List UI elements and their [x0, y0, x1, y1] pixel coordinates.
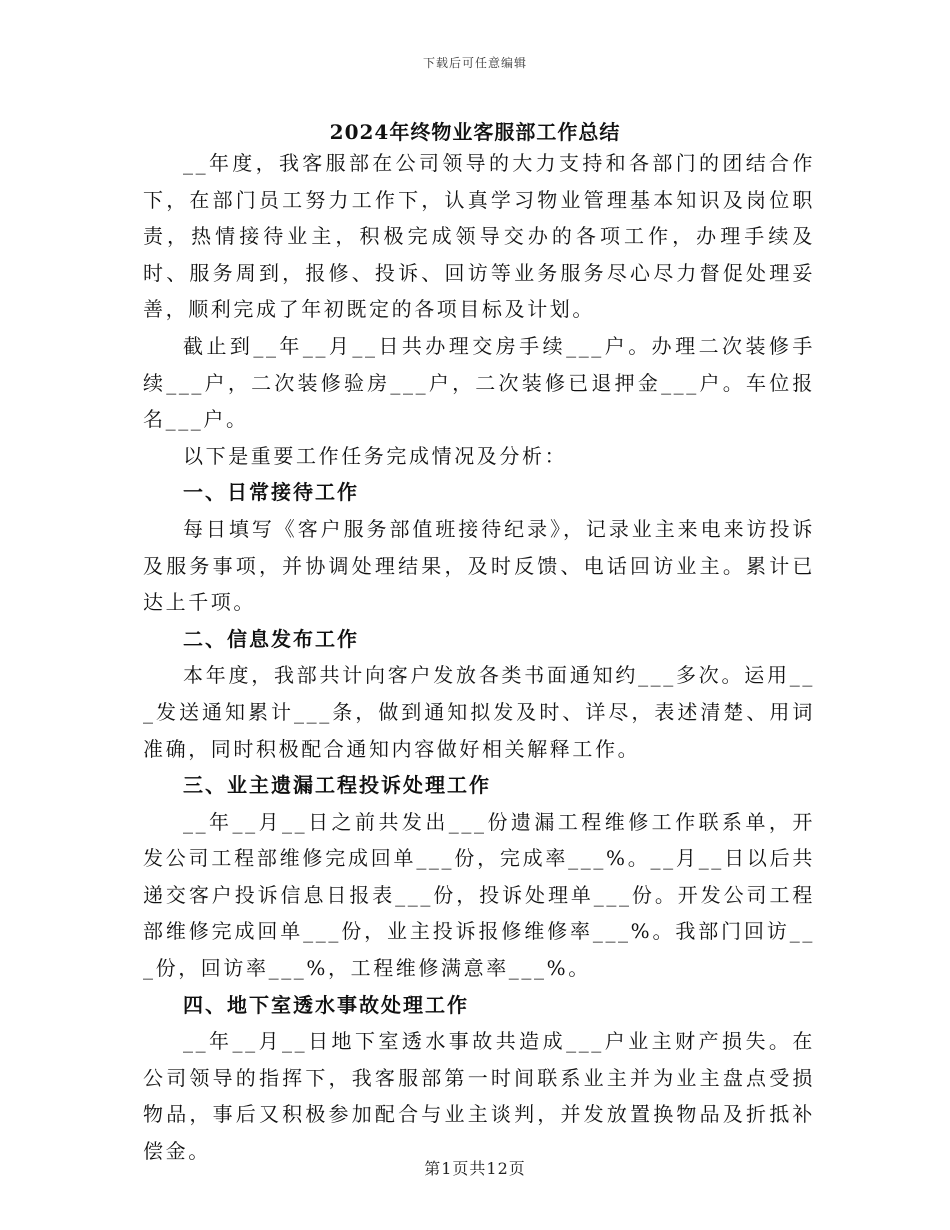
paragraph-info-release: 本年度，我部共计向客户发放各类书面通知约___多次。运用___发送通知累计___条，做到通知拟发及时、详尽，表述清楚、用词准确，同时积极配合通知内容做好相关解释工作。: [143, 663, 815, 761]
paragraph-reception: 每日填写《客户服务部值班接待纪录》，记录业主来电来访投诉及服务事项，并协调处理结果，及时反馈、电话回访业主。累计已达上千项。: [143, 516, 815, 615]
section-heading-basement: 四、地下室透水事故处理工作: [183, 992, 469, 1017]
paragraph-complaints: __年__月__日之前共发出___份遗漏工程维修工作联系单，开发公司工程部维修完成回单___份，完成率___%。__月__日以后共递交客户投诉信息日报表___份，投诉处理单___份。开发公司工程部维修完成回单___份，业主投诉报修维修率___%。我部门回访___份，回访率___%，工程维修满意率___%。: [143, 809, 815, 981]
paragraph-basement: __年__月__日地下室透水事故共造成___户业主财产损失。在公司领导的指挥下，我客服部第一时间联系业主并为业主盘点受损物品，事后又积极参加配合与业主谈判，并发放置换物品及折抵补偿金。: [143, 1029, 815, 1164]
section-heading-complaints: 三、业主遗漏工程投诉处理工作: [183, 773, 491, 798]
document-title: 2024年终物业客服部工作总结: [329, 120, 621, 144]
page-footer: 第1页共12页: [424, 1159, 526, 1178]
paragraph-statistics: 截止到__年__月__日共办理交房手续___户。办理二次装修手续___户，二次装修验房___户，二次装修已退押金___户。车位报名___户。: [143, 333, 815, 432]
section-heading-info-release: 二、信息发布工作: [183, 626, 359, 651]
paragraph-intro: __年度，我客服部在公司领导的大力支持和各部门的团结合作下，在部门员工努力工作下，认真学习物业管理基本知识及岗位职责，热情接待业主，积极完成领导交办的各项工作，办理手续及时、服务周到，报修、投诉、回访等业务服务尽心尽力督促处理妥善，顺利完成了年初既定的各项目标及计划。: [143, 151, 815, 322]
section-heading-reception: 一、日常接待工作: [183, 480, 359, 505]
document-body: [143, 145, 815, 1170]
header-note: 下载后可任意编辑: [422, 56, 527, 70]
paragraph-analysis-lead: 以下是重要工作任务完成情况及分析：: [183, 443, 568, 468]
